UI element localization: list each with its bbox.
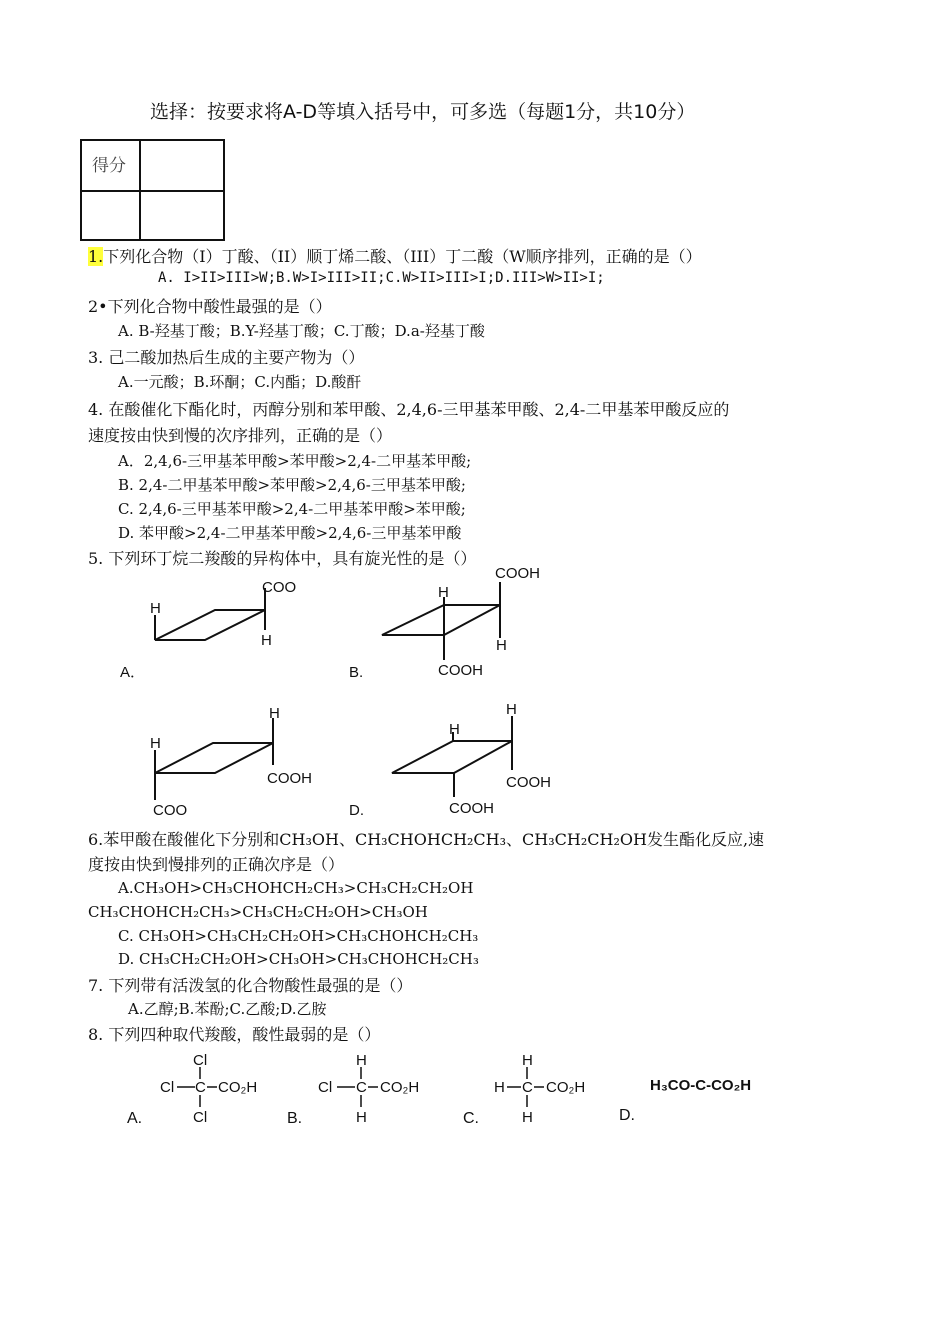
atom-coo: COO bbox=[153, 802, 188, 819]
question-6-text-line1: 6.苯甲酸在酸催化下分别和CH₃OH、CH₃CHOHCH₂CH₃、CH₃CH₂CH₂OH发生酯化反应,速 bbox=[88, 830, 765, 849]
atom-h: H bbox=[496, 637, 507, 654]
atom-cooh: COOH bbox=[495, 565, 540, 582]
option-label-c: C. bbox=[463, 1110, 479, 1127]
question-7-text: 7. 下列带有活泼氢的化合物酸性最强的是（） bbox=[88, 976, 413, 995]
question-6-text-line2: 度按由快到慢排列的正确次序是（） bbox=[88, 855, 345, 874]
atom-h: H bbox=[506, 701, 517, 718]
question-4-text-line1: 4. 在酸催化下酯化时，丙醇分别和苯甲酸、2,4,6-三甲基苯甲酸、2,4-二甲基苯甲酸反应的 bbox=[88, 400, 730, 419]
page-title: 选择：按要求将A-D等填入括号中，可多选（每题1分，共10分） bbox=[150, 101, 696, 123]
question-3-text: 3. 己二酸加热后生成的主要产物为（） bbox=[88, 348, 365, 367]
atom-h: H bbox=[150, 600, 161, 617]
question-5-text: 5. 下列环丁烷二羧酸的异构体中，具有旋光性的是（） bbox=[88, 549, 477, 568]
atom-h: H bbox=[356, 1052, 367, 1069]
question-2-options: A. B-羟基丁酸；B.Y-羟基丁酸；C.丁酸；D.a-羟基丁酸 bbox=[118, 322, 485, 340]
atom-h: H bbox=[356, 1109, 367, 1126]
question-8-text: 8. 下列四种取代羧酸，酸性最弱的是（） bbox=[88, 1025, 381, 1044]
atom-h: H bbox=[150, 735, 161, 752]
option-label-b: B. bbox=[349, 664, 364, 681]
atom-cl: Cl bbox=[193, 1052, 208, 1069]
atom-c: C bbox=[195, 1079, 206, 1096]
atom-cooh: COOH bbox=[438, 662, 483, 679]
option-label-d: D. bbox=[619, 1107, 635, 1124]
question-3-options: A.一元酸；B.环酮；C.内酯；D.酸酐 bbox=[118, 373, 362, 391]
atom-c: C bbox=[522, 1079, 533, 1096]
atom-cl: Cl bbox=[318, 1079, 333, 1096]
atom-co2h: CO₂H bbox=[218, 1079, 258, 1096]
question-4-option-d: D. 苯甲酸>2,4-二甲基苯甲酸>2,4,6-三甲基苯甲酸 bbox=[118, 524, 462, 542]
atom-cl: Cl bbox=[160, 1079, 175, 1096]
option-label-b: B. bbox=[287, 1110, 303, 1127]
question-1-text: 下列化合物（Ⅰ）丁酸、（II）顺丁烯二酸、（III）丁二酸（W顺序排列，正确的是（） bbox=[103, 247, 702, 266]
question-7-options: A.乙醇;B.苯酚;C.乙酸;D.乙胺 bbox=[128, 1000, 327, 1018]
question-6-option-d: D. CH₃CH₂CH₂OH>CH₃OH>CH₃CHOHCH₂CH₃ bbox=[118, 950, 479, 968]
question-4-option-b: B. 2,4-二甲基苯甲酸>苯甲酸>2,4,6-三甲基苯甲酸; bbox=[118, 476, 466, 494]
option-label-a: A． bbox=[120, 664, 146, 681]
question-2-text: 2•下列化合物中酸性最强的是（） bbox=[88, 297, 332, 316]
option-label-d: D. bbox=[349, 802, 364, 819]
question-4-text-line2: 速度按由快到慢的次序排列，正确的是（） bbox=[88, 426, 393, 445]
atom-h: H bbox=[449, 721, 460, 738]
atom-h: H bbox=[438, 584, 449, 601]
question-1-options: A. I>II>III>W;B.W>I>III>II;C.W>II>III>I;D.III>W>II>I; bbox=[158, 270, 605, 286]
atom-co2h: CO₂H bbox=[380, 1079, 420, 1096]
question-6-option-a: A.CH₃OH>CH₃CHOHCH₂CH₃>CH₃CH₂CH₂OH bbox=[118, 879, 474, 897]
option-label-a: A. bbox=[127, 1110, 143, 1127]
atom-coo: COO bbox=[262, 579, 297, 596]
atom-cooh: COOH bbox=[506, 774, 551, 791]
atom-h: H bbox=[522, 1052, 533, 1069]
atom-co2h: CO₂H bbox=[546, 1079, 586, 1096]
question-4-option-c: C. 2,4,6-三甲基苯甲酸>2,4-二甲基苯甲酸>苯甲酸; bbox=[118, 500, 466, 518]
atom-cl: Cl bbox=[193, 1109, 208, 1126]
question-6-option-b: CH₃CHOHCH₂CH₃>CH₃CH₂CH₂OH>CH₃OH bbox=[88, 903, 428, 921]
atom-cooh: COOH bbox=[449, 800, 494, 817]
score-label: 得分 bbox=[92, 156, 126, 176]
atom-h: H bbox=[261, 632, 272, 649]
question-6-option-c: C. CH₃OH>CH₃CH₂CH₂OH>CH₃CHOHCH₂CH₃ bbox=[118, 927, 479, 945]
atom-h: H bbox=[522, 1109, 533, 1126]
atom-cooh: COOH bbox=[267, 770, 312, 787]
atom-h: H bbox=[494, 1079, 505, 1096]
atom-c: C bbox=[356, 1079, 367, 1096]
atom-h: H bbox=[269, 705, 280, 722]
question-1-number: 1. bbox=[88, 247, 104, 266]
formula-d: H₃CO-C-CO₂H bbox=[650, 1077, 752, 1094]
question-4-option-a: A．2,4,6-三甲基苯甲酸>苯甲酸>2,4-二甲基苯甲酸; bbox=[118, 452, 472, 470]
